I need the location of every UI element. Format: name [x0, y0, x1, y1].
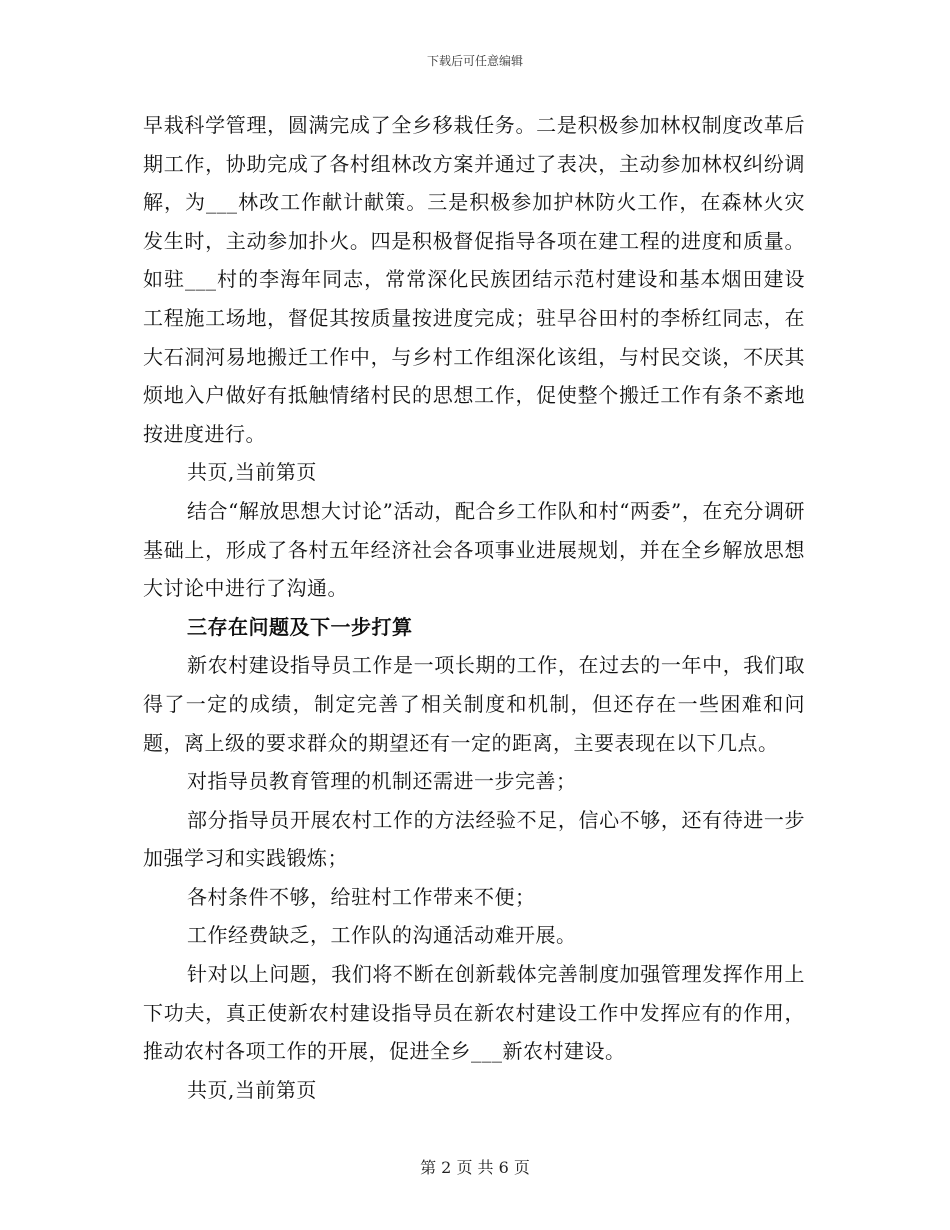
- list-item: 对指导员教育管理的机制还需进一步完善；: [187, 769, 577, 794]
- paragraph-continuation: 早栽科学管理，圆满完成了全乡移栽任务。二是积极参加林权制度改革后期工作，协助完成了各村组林改方案并通过了表决，主动参加林权纠纷调解，为___林改工作献计献策。三是积极参加护林防火工作，在森林火灾发生时，主动参加扑火。四是积极督促指导各项在建工程的进度和质量。如驻___村的李海年同志，常常深化民族团结示范村建设和基本烟田建设工程施工场地，督促其按质量按进度完成；驻早谷田村的李桥红同志，在大石洞河易地搬迁工作中，与乡村工作组深化该组，与村民交谈，不厌其烦地入户做好有抵触情绪村民的思想工作，促使整个搬迁工作有条不紊地按进度进行。: [143, 113, 805, 446]
- list-item: 部分指导员开展农村工作的方法经验不足，信心不够，还有待进一步加强学习和实践锻炼；: [143, 807, 805, 871]
- paragraph: 新农村建设指导员工作是一项长期的工作，在过去的一年中，我们取得了一定的成绩，制定完善了相关制度和机制，但还存在一些困难和问题，离上级的要求群众的期望还有一定的距离，主要表现在以下几点。: [143, 653, 805, 755]
- section-heading: 三存在问题及下一步打算: [187, 614, 413, 639]
- page-count-line: 共页,当前第页: [187, 1077, 317, 1102]
- page-footer-number: 第 2 页 共 6 页: [420, 1158, 530, 1177]
- page-header-note: 下载后可任意编辑: [426, 54, 523, 68]
- document-body: [143, 106, 805, 1109]
- paragraph: 结合“解放思想大讨论”活动，配合乡工作队和村“两委”，在充分调研基础上，形成了各村五年经济社会各项事业进展规划，并在全乡解放思想大讨论中进行了沟通。: [143, 498, 805, 601]
- list-item: 各村条件不够，给驻村工作带来不便；: [187, 884, 536, 909]
- paragraph: 针对以上问题，我们将不断在创新载体完善制度加强管理发挥作用上下功夫，真正使新农村建设指导员在新农村建设工作中发挥应有的作用，推动农村各项工作的开展，促进全乡___新农村建设。: [143, 962, 805, 1064]
- page-count-line: 共页,当前第页: [187, 460, 317, 485]
- list-item: 工作经费缺乏，工作队的沟通活动难开展。: [187, 923, 577, 948]
